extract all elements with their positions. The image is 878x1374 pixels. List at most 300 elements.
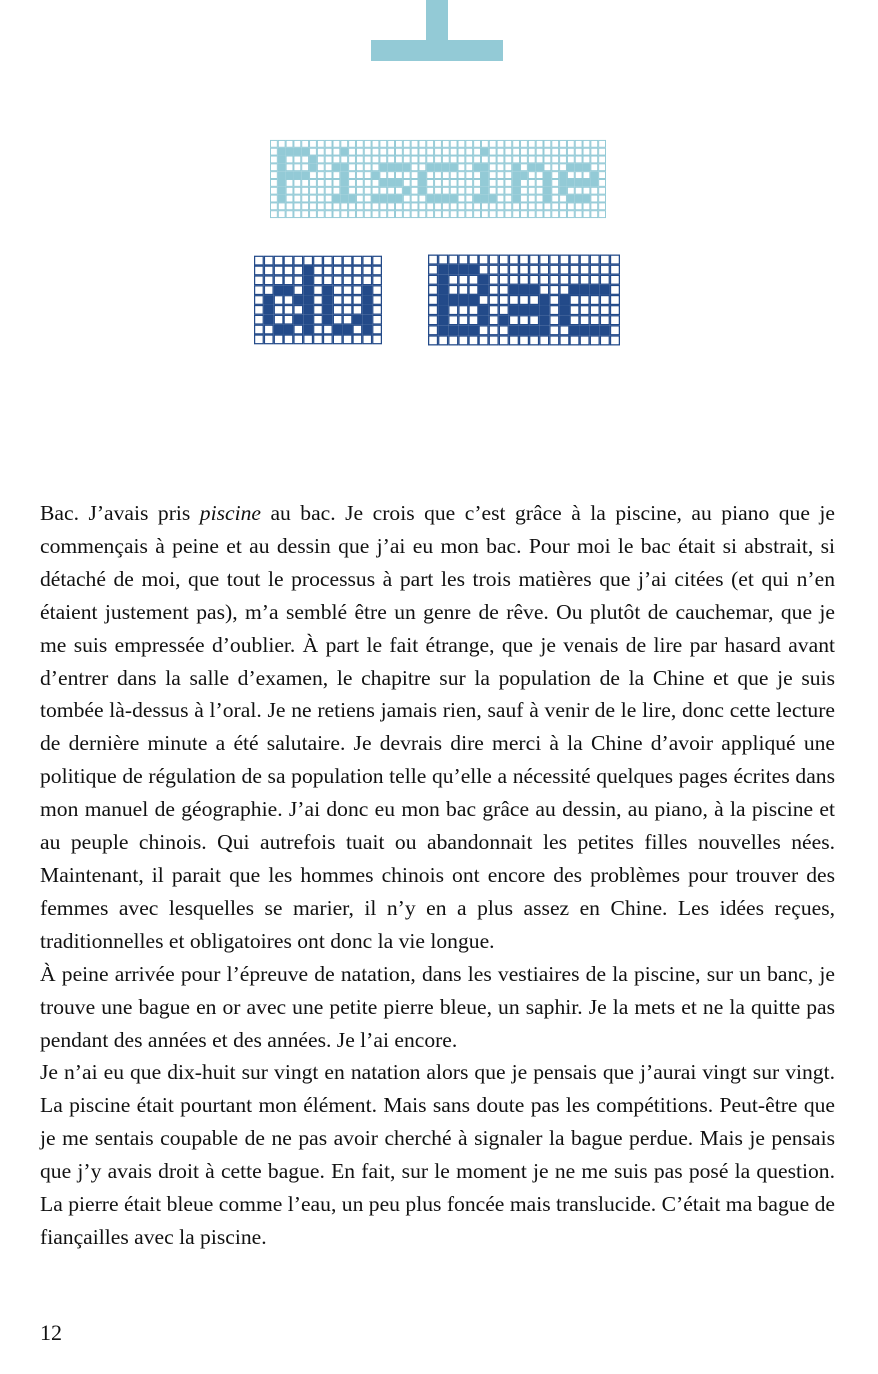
pixel-cell-empty: [520, 265, 529, 274]
pixel-cell-filled: [396, 179, 403, 186]
pixel-cell-empty: [489, 211, 496, 218]
pixel-cell-filled: [304, 276, 313, 285]
pixel-cell-empty: [294, 179, 301, 186]
pixel-cell-empty: [364, 211, 371, 218]
pixel-cell-filled: [600, 326, 609, 335]
pixel-cell-empty: [528, 203, 535, 210]
pixel-cell-empty: [540, 336, 549, 345]
pixel-cell-empty: [600, 265, 609, 274]
pixel-cell-empty: [449, 275, 458, 284]
pixel-cell-empty: [302, 187, 309, 194]
pixel-cell-empty: [459, 336, 468, 345]
pixel-cell-empty: [435, 172, 442, 179]
pixel-cell-empty: [513, 203, 520, 210]
pixel-cell-empty: [356, 211, 363, 218]
pixel-cell-filled: [575, 195, 582, 202]
pixel-cell-empty: [317, 140, 324, 147]
pixel-cell-empty: [310, 211, 317, 218]
pixel-cell-empty: [570, 336, 579, 345]
pixel-cell-empty: [540, 255, 549, 264]
pixel-cell-empty: [481, 156, 488, 163]
pixel-cell-empty: [255, 325, 264, 334]
pixel-cell-empty: [302, 164, 309, 171]
pixel-cell-empty: [317, 187, 324, 194]
pixel-cell-empty: [403, 140, 410, 147]
pixel-cell-empty: [364, 187, 371, 194]
pixel-cell-filled: [459, 296, 468, 305]
italic-text: piscine: [199, 501, 261, 525]
pixel-cell-empty: [314, 315, 323, 324]
pixel-cell-empty: [284, 276, 293, 285]
pixel-cell-empty: [591, 211, 598, 218]
pixel-cell-filled: [499, 316, 508, 325]
pixel-cell-filled: [469, 265, 478, 274]
pixel-cell-empty: [583, 172, 590, 179]
pixel-cell-filled: [449, 296, 458, 305]
pixel-cell-empty: [489, 179, 496, 186]
pixel-cell-empty: [325, 164, 332, 171]
pixel-cell-empty: [356, 179, 363, 186]
pixel-cell-empty: [396, 140, 403, 147]
pixel-cell-filled: [570, 326, 579, 335]
pixel-cell-empty: [314, 325, 323, 334]
pixel-cell-empty: [286, 203, 293, 210]
pixel-cell-empty: [458, 203, 465, 210]
pixel-cell-empty: [373, 335, 382, 344]
pixel-cell-empty: [466, 179, 473, 186]
pixel-cell-empty: [429, 285, 438, 294]
pixel-cell-empty: [333, 179, 340, 186]
pixel-cell-empty: [325, 203, 332, 210]
pixel-cell-empty: [458, 156, 465, 163]
pixel-cell-empty: [474, 179, 481, 186]
pixel-cell-empty: [560, 140, 567, 147]
pixel-cell-empty: [373, 315, 382, 324]
pixel-cell-empty: [333, 276, 342, 285]
pixel-cell-empty: [550, 336, 559, 345]
pixel-cell-empty: [560, 255, 569, 264]
pixel-cell-empty: [611, 255, 620, 264]
pixel-cell-empty: [364, 179, 371, 186]
pixel-cell-empty: [324, 266, 333, 275]
pixel-cell-empty: [343, 296, 352, 305]
pixel-cell-empty: [599, 195, 606, 202]
pixel-cell-empty: [560, 148, 567, 155]
pixel-cell-empty: [499, 285, 508, 294]
pixel-cell-empty: [591, 203, 598, 210]
pixel-cell-empty: [373, 266, 382, 275]
pixel-cell-empty: [364, 148, 371, 155]
pixel-cell-filled: [583, 179, 590, 186]
pixel-cell-empty: [505, 203, 512, 210]
pixel-cell-empty: [333, 203, 340, 210]
pixel-cell-empty: [450, 172, 457, 179]
pixel-cell-empty: [499, 326, 508, 335]
pixel-cell-filled: [333, 164, 340, 171]
pixel-cell-empty: [274, 296, 283, 305]
pixel-cell-empty: [286, 211, 293, 218]
pixel-cell-empty: [497, 172, 504, 179]
pixel-cell-empty: [528, 179, 535, 186]
pixel-cell-filled: [591, 179, 598, 186]
pixel-cell-filled: [479, 285, 488, 294]
pixel-cell-empty: [509, 296, 518, 305]
pixel-cell-filled: [544, 187, 551, 194]
pixel-cell-empty: [570, 255, 579, 264]
pixel-cell-empty: [540, 265, 549, 274]
pixel-cell-empty: [388, 156, 395, 163]
pixel-cell-empty: [396, 172, 403, 179]
pixel-cell-empty: [427, 148, 434, 155]
pixel-cell-filled: [600, 285, 609, 294]
pixel-cell-empty: [505, 179, 512, 186]
pixel-cell-filled: [513, 172, 520, 179]
pixel-cell-empty: [284, 335, 293, 344]
pixel-cell-filled: [343, 325, 352, 334]
pixel-cell-empty: [411, 156, 418, 163]
pixel-cell-empty: [302, 156, 309, 163]
pixel-cell-filled: [363, 315, 372, 324]
pixel-cell-empty: [528, 140, 535, 147]
pixel-cell-filled: [284, 286, 293, 295]
pixel-cell-empty: [550, 316, 559, 325]
pixel-cell-empty: [505, 140, 512, 147]
pixel-cell-empty: [317, 148, 324, 155]
pixel-cell-filled: [560, 179, 567, 186]
pixel-cell-empty: [310, 187, 317, 194]
pixel-cell-empty: [274, 335, 283, 344]
pixel-cell-empty: [611, 336, 620, 345]
pixel-cell-filled: [530, 306, 539, 315]
pixel-cell-empty: [255, 315, 264, 324]
pixel-cell-empty: [372, 156, 379, 163]
pixel-cell-empty: [600, 316, 609, 325]
pixel-cell-empty: [411, 187, 418, 194]
pixel-cell-empty: [294, 140, 301, 147]
pixel-cell-empty: [396, 211, 403, 218]
pixel-cell-empty: [411, 148, 418, 155]
pixel-cell-empty: [302, 211, 309, 218]
pixel-cell-empty: [530, 265, 539, 274]
pixel-cell-empty: [552, 195, 559, 202]
pixel-cell-filled: [349, 195, 356, 202]
pixel-cell-empty: [590, 265, 599, 274]
pixel-cell-empty: [590, 306, 599, 315]
pixel-cell-empty: [567, 172, 574, 179]
pixel-cell-filled: [286, 172, 293, 179]
pixel-cell-empty: [341, 211, 348, 218]
pixel-cell-empty: [580, 265, 589, 274]
pixel-cell-filled: [544, 172, 551, 179]
pixel-cell-empty: [380, 187, 387, 194]
pixel-cell-empty: [372, 148, 379, 155]
pixel-cell-empty: [466, 140, 473, 147]
pixel-cell-empty: [570, 275, 579, 284]
pixel-cell-empty: [317, 179, 324, 186]
paragraph: [40, 497, 835, 958]
pixel-cell-filled: [489, 195, 496, 202]
pixel-cell-empty: [255, 335, 264, 344]
pixel-cell-empty: [439, 255, 448, 264]
pixel-cell-filled: [419, 172, 426, 179]
text-segment: Je n’ai eu que dix-huit sur vingt en natation alors que je pensais que j’aurai vingt sur vingt. La piscine était pourtant mon élément. Mais sans doute pas les compétitions. Peut-être que je me sentais coupable de ne pas avoir cherché à signaler la bague perdue. Mais je pensais que j’y avais droit à cette bague. En fait, sur le moment je ne me suis pas posé la question. La pierre était bleue comme l’eau, un peu plus foncée mais translucide. C’était ma bague de fiançailles avec la piscine.: [40, 1060, 835, 1249]
pixel-cell-filled: [435, 164, 442, 171]
pixel-cell-empty: [274, 256, 283, 265]
pixel-cell-empty: [591, 156, 598, 163]
pixel-cell-empty: [520, 336, 529, 345]
pixel-cell-empty: [466, 164, 473, 171]
pixel-cell-empty: [353, 296, 362, 305]
pixel-cell-empty: [575, 187, 582, 194]
pixel-cell-empty: [278, 140, 285, 147]
pixel-cell-empty: [343, 286, 352, 295]
pixel-cell-empty: [497, 164, 504, 171]
pixel-cell-empty: [459, 285, 468, 294]
pixel-cell-empty: [509, 336, 518, 345]
pixel-cell-filled: [474, 164, 481, 171]
pixel-cell-empty: [333, 315, 342, 324]
pixel-cell-filled: [560, 296, 569, 305]
pixel-cell-empty: [427, 187, 434, 194]
pixel-cell-empty: [325, 195, 332, 202]
pixel-cell-filled: [264, 296, 273, 305]
pixel-cell-empty: [560, 326, 569, 335]
pixel-cell-empty: [356, 195, 363, 202]
pixel-cell-empty: [474, 211, 481, 218]
pixel-cell-filled: [540, 296, 549, 305]
pixel-cell-empty: [550, 326, 559, 335]
pixel-cell-empty: [570, 296, 579, 305]
pixel-cell-filled: [580, 326, 589, 335]
pixel-cell-empty: [450, 203, 457, 210]
pixel-cell-empty: [466, 172, 473, 179]
pixel-cell-empty: [583, 156, 590, 163]
pixel-cell-empty: [373, 296, 382, 305]
pixel-cell-empty: [324, 256, 333, 265]
pixel-cell-empty: [411, 140, 418, 147]
pixel-cell-empty: [536, 179, 543, 186]
pixel-cell-empty: [521, 211, 528, 218]
pixel-cell-empty: [294, 203, 301, 210]
pixel-cell-empty: [442, 211, 449, 218]
pixel-cell-filled: [341, 187, 348, 194]
pixel-cell-empty: [481, 140, 488, 147]
pixel-cell-filled: [363, 296, 372, 305]
pixel-cell-empty: [575, 148, 582, 155]
pixel-cell-empty: [294, 156, 301, 163]
pixel-cell-empty: [590, 275, 599, 284]
pixel-cell-empty: [264, 256, 273, 265]
pixel-cell-empty: [552, 187, 559, 194]
pixel-cell-empty: [264, 325, 273, 334]
pixel-cell-empty: [544, 211, 551, 218]
pixel-cell-empty: [458, 179, 465, 186]
pixel-cell-empty: [469, 275, 478, 284]
pixel-cell-empty: [497, 203, 504, 210]
pixel-cell-empty: [505, 156, 512, 163]
pixel-cell-empty: [458, 187, 465, 194]
pixel-cell-filled: [590, 326, 599, 335]
pixel-cell-filled: [284, 325, 293, 334]
pixel-cell-empty: [333, 296, 342, 305]
pixel-cell-empty: [469, 306, 478, 315]
pixel-cell-empty: [611, 265, 620, 274]
pixel-cell-empty: [310, 203, 317, 210]
pixel-cell-empty: [442, 187, 449, 194]
pixel-cell-empty: [499, 306, 508, 315]
pixel-cell-empty: [567, 140, 574, 147]
pixel-cell-filled: [380, 179, 387, 186]
pixel-cell-empty: [363, 335, 372, 344]
pixel-cell-filled: [520, 326, 529, 335]
pixel-cell-empty: [270, 172, 277, 179]
pixel-cell-empty: [349, 187, 356, 194]
pixel-cell-empty: [294, 325, 303, 334]
pixel-cell-empty: [325, 179, 332, 186]
pixel-cell-filled: [540, 306, 549, 315]
pixel-cell-filled: [530, 326, 539, 335]
pixel-cell-empty: [333, 156, 340, 163]
title-bac: [428, 244, 620, 356]
pixel-cell-filled: [560, 172, 567, 179]
pixel-cell-empty: [600, 275, 609, 284]
pixel-cell-empty: [550, 285, 559, 294]
pixel-cell-empty: [388, 211, 395, 218]
pixel-cell-empty: [479, 336, 488, 345]
pixel-cell-empty: [333, 266, 342, 275]
pixel-cell-filled: [439, 296, 448, 305]
pixel-cell-empty: [419, 195, 426, 202]
pixel-cell-empty: [364, 156, 371, 163]
pixel-cell-empty: [349, 211, 356, 218]
pixel-cell-filled: [439, 265, 448, 274]
pixel-cell-empty: [325, 140, 332, 147]
pixel-cell-empty: [353, 266, 362, 275]
pixel-cell-empty: [435, 203, 442, 210]
pixel-cell-empty: [435, 156, 442, 163]
pixel-cell-empty: [286, 156, 293, 163]
pixel-cell-filled: [560, 187, 567, 194]
pixel-cell-empty: [449, 336, 458, 345]
pixel-cell-empty: [324, 325, 333, 334]
pixel-cell-filled: [380, 164, 387, 171]
pixel-cell-empty: [497, 211, 504, 218]
pixel-cell-empty: [429, 316, 438, 325]
pixel-cell-empty: [580, 255, 589, 264]
pixel-cell-empty: [343, 256, 352, 265]
pixel-cell-filled: [304, 325, 313, 334]
pixel-cell-filled: [450, 164, 457, 171]
pixel-cell-empty: [530, 296, 539, 305]
pixel-cell-filled: [513, 179, 520, 186]
pixel-cell-empty: [489, 265, 498, 274]
pixel-cell-empty: [560, 195, 567, 202]
pixel-cell-empty: [429, 336, 438, 345]
pixel-cell-empty: [513, 156, 520, 163]
pixel-cell-empty: [550, 255, 559, 264]
pixel-cell-empty: [611, 296, 620, 305]
pixel-cell-empty: [286, 140, 293, 147]
pixel-cell-empty: [304, 335, 313, 344]
pixel-cell-filled: [439, 326, 448, 335]
pixel-cell-empty: [353, 335, 362, 344]
pixel-cell-empty: [442, 172, 449, 179]
pixel-cell-empty: [264, 266, 273, 275]
pixel-cell-empty: [611, 326, 620, 335]
pixel-cell-empty: [411, 211, 418, 218]
pixel-cell-empty: [286, 195, 293, 202]
pixel-cell-empty: [429, 265, 438, 274]
pixel-cell-empty: [396, 148, 403, 155]
pixel-cell-empty: [403, 148, 410, 155]
pixel-cell-empty: [373, 286, 382, 295]
pixel-cell-empty: [333, 335, 342, 344]
pixel-cell-empty: [497, 195, 504, 202]
pixel-cell-empty: [388, 203, 395, 210]
pixel-cell-filled: [396, 164, 403, 171]
pixel-cell-empty: [520, 255, 529, 264]
pixel-cell-empty: [403, 172, 410, 179]
pixel-cell-filled: [439, 306, 448, 315]
pixel-cell-empty: [489, 296, 498, 305]
pixel-cell-filled: [481, 195, 488, 202]
pixel-cell-empty: [469, 316, 478, 325]
pixel-cell-filled: [567, 179, 574, 186]
pixel-cell-empty: [449, 255, 458, 264]
pixel-cell-empty: [317, 195, 324, 202]
pixel-cell-empty: [474, 140, 481, 147]
pixel-cell-filled: [388, 164, 395, 171]
pixel-cell-empty: [294, 266, 303, 275]
pixel-cell-empty: [314, 266, 323, 275]
pixel-cell-empty: [489, 164, 496, 171]
pixel-cell-empty: [544, 203, 551, 210]
pixel-cell-empty: [388, 148, 395, 155]
pixel-cell-empty: [349, 179, 356, 186]
decorative-bar-horizontal: [371, 40, 503, 61]
pixel-cell-empty: [560, 336, 569, 345]
pixel-cell-empty: [591, 164, 598, 171]
pixel-cell-filled: [264, 306, 273, 315]
pixel-cell-empty: [255, 256, 264, 265]
pixel-cell-empty: [536, 195, 543, 202]
pixel-cell-empty: [458, 172, 465, 179]
pixel-cell-empty: [550, 265, 559, 274]
pixel-cell-filled: [544, 195, 551, 202]
pixel-cell-empty: [489, 275, 498, 284]
pixel-cell-empty: [343, 335, 352, 344]
pixel-cell-empty: [343, 306, 352, 315]
pixel-cell-empty: [611, 306, 620, 315]
pixel-cell-empty: [274, 306, 283, 315]
pixel-cell-empty: [466, 195, 473, 202]
pixel-cell-empty: [458, 211, 465, 218]
pixel-cell-filled: [419, 179, 426, 186]
pixel-cell-filled: [481, 148, 488, 155]
pixel-cell-filled: [481, 172, 488, 179]
pixel-cell-empty: [294, 286, 303, 295]
pixel-cell-empty: [403, 179, 410, 186]
pixel-cell-empty: [270, 164, 277, 171]
pixel-cell-empty: [333, 187, 340, 194]
pixel-cell-empty: [459, 306, 468, 315]
pixel-cell-empty: [317, 203, 324, 210]
pixel-cell-empty: [466, 187, 473, 194]
pixel-cell-empty: [314, 256, 323, 265]
pixel-cell-empty: [479, 255, 488, 264]
pixel-cell-empty: [373, 256, 382, 265]
pixel-cell-empty: [466, 156, 473, 163]
